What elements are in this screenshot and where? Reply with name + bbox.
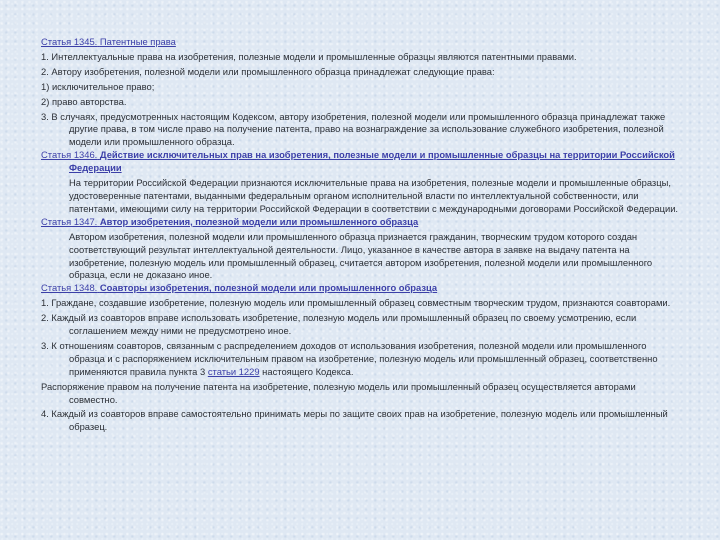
article-1345-heading[interactable]: [41, 36, 681, 49]
article-1348-paragraph-3-text: 3. К отношениям соавторов, связанным с распределением доходов от использования изобретения, полезной модели или промышленного образца и с распоряжением исключительным правом на изобретение, полезную модель или промышленный образец, соответственно применяются правила пункта 3: [41, 339, 658, 377]
article-1345-paragraph-5: 3. В случаях, предусмотренных настоящим Кодексом, автору изобретения, полезной модели или промышленного образца принадлежат также другие права, в том числе право на получение патента, право на вознаграждение за использование служебного изобретения, полезной модели или промышленного образца.: [41, 110, 666, 148]
document-body: [41, 36, 681, 434]
article-1346-paragraph-1: На территории Российской Федерации признаются исключительные права на изобретения, полезные модели и промышленные образцы, удостоверенные патентами, выданными федеральным органом исполнительной власти по интеллектуальной собственности, или патентами, имеющими силу на территории Российской Федерации в соответствии с международными договорами Российской Федерации.: [69, 177, 679, 214]
article-1229-link[interactable]: статьи 1229: [207, 365, 260, 377]
article-1347-paragraph-1: Автором изобретения, полезной модели или промышленного образца признается гражданин, творческим трудом которого создан соответствующий результат интеллектуальной деятельности. Лицо, указанное в качестве автора в заявке на выдачу патента на изобретение, полезную модель или промышленный образец, считается автором изобретения, полезной модели или промышленного образца, если не доказано иное.: [69, 230, 653, 281]
article-1346-title: Действие исключительных прав на изобретения, полезные модели и промышленные образцы на территории Российской Федерации: [69, 149, 675, 174]
article-1348-number: Статья 1348.: [41, 282, 98, 294]
article-1348-paragraph-2: 2. Каждый из соавторов вправе использовать изобретение, полезную модель или промышленный образец по своему усмотрению, если соглашением между ними не предусмотрено иное.: [41, 312, 637, 337]
article-1345-paragraph-1: 1. Интеллектуальные права на изобретения, полезные модели и промышленные образцы являются патентными правами.: [41, 50, 577, 62]
article-1348-paragraph-3: [41, 340, 681, 379]
article-1348-title: Соавторы изобретения, полезной модели или промышленного образца: [99, 282, 438, 294]
article-1345-paragraph-3: 1) исключительное право;: [41, 80, 155, 92]
article-1348-paragraph-5: 4. Каждый из соавторов вправе самостоятельно принимать меры по защите своих прав на изобретение, полезную модель или промышленный образец.: [41, 408, 668, 433]
article-1347-heading[interactable]: [41, 216, 681, 229]
article-1345-paragraph-2: 2. Автору изобретения, полезной модели или промышленного образца принадлежат следующие права:: [41, 65, 495, 77]
article-1348-paragraph-3-tail: настоящего Кодекса.: [259, 365, 354, 377]
article-1346-number: Статья 1346.: [41, 149, 98, 161]
article-1345-title: Патентные права: [99, 36, 176, 47]
article-1347-number: Статья 1347.: [41, 215, 98, 227]
article-1345-paragraph-4: 2) право авторства.: [41, 95, 127, 107]
article-1346-heading[interactable]: [41, 149, 681, 175]
article-1347-title: Автор изобретения, полезной модели или промышленного образца: [99, 215, 419, 227]
article-1348-paragraph-1: 1. Граждане, создавшие изобретение, полезную модель или промышленный образец совместным творческим трудом, признаются соавторами.: [41, 297, 671, 309]
article-1345-number: Статья 1345.: [41, 36, 98, 47]
article-1348-heading[interactable]: [41, 282, 681, 295]
article-1348-paragraph-4: Распоряжение правом на получение патента на изобретение, полезную модель или промышленный образец осуществляется авторами совместно.: [41, 380, 636, 405]
